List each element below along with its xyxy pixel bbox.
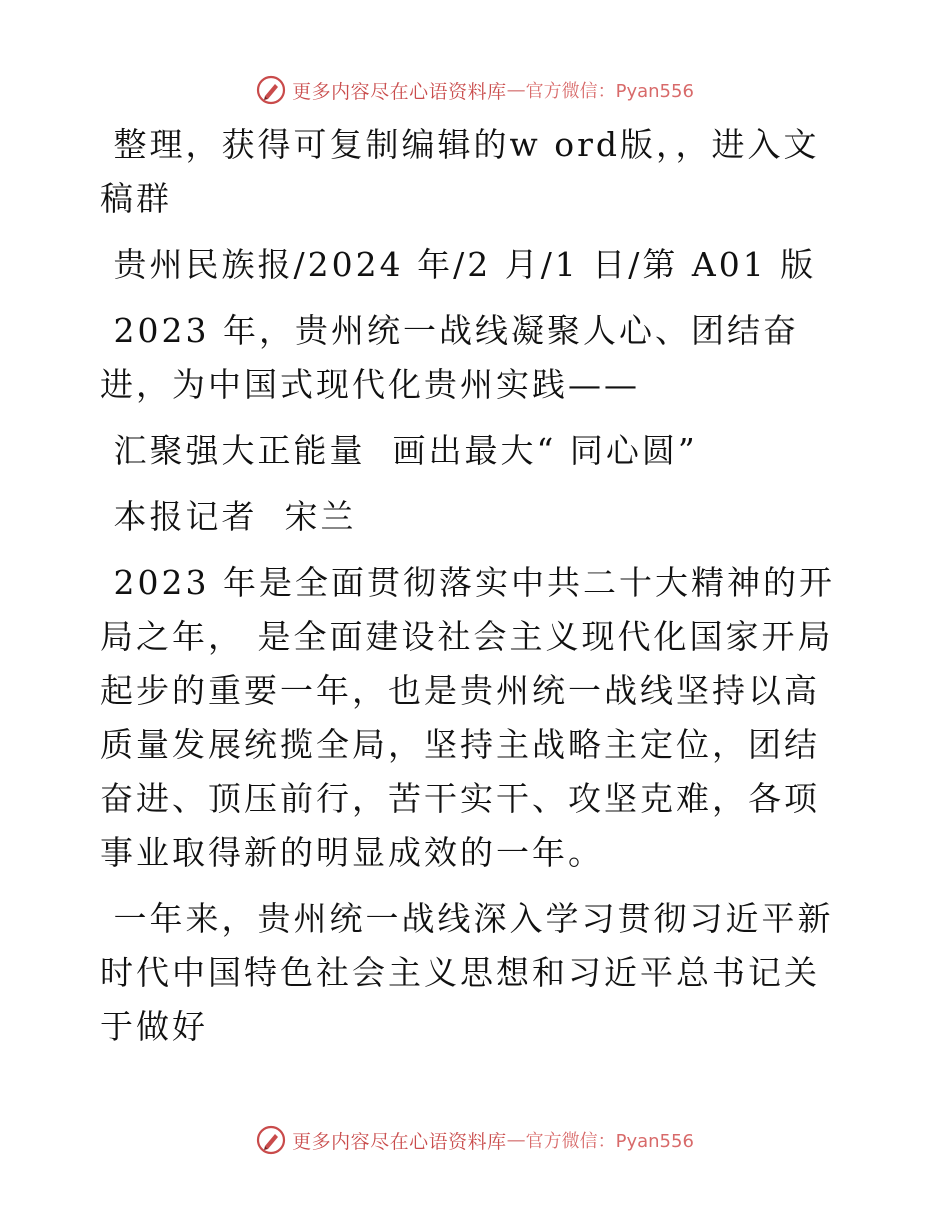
watermark-text: 更多内容尽在心语资料库 (292, 1130, 507, 1153)
body-paragraph: 一年来，贵州统一战线深入学习贯彻习近平新时代中国特色社会主义思想和习近平总书记关于做好 (100, 899, 834, 1046)
document-body (100, 118, 850, 1066)
watermark-text: 更多内容尽在心语资料库 (292, 80, 507, 103)
source-line: 贵州民族报/2024 年/2 月/1 日/第 A01 版 (100, 245, 817, 284)
watermark-banner-bottom (0, 1120, 950, 1160)
pen-logo-icon (256, 75, 286, 105)
pen-logo-icon (256, 1125, 286, 1155)
watermark-wechat: 官方微信：Pyan556 (525, 1131, 694, 1152)
byline: 本报记者 宋兰 (100, 497, 357, 536)
watermark-separator: — (506, 79, 526, 101)
watermark-wechat: 官方微信：Pyan556 (525, 81, 694, 102)
headline-title: 汇聚强大正能量 画出最大“ 同心圆” (100, 431, 698, 470)
headline-intro: 2023 年，贵州统一战线凝聚人心、团结奋进，为中国式现代化贵州实践—— (100, 311, 799, 404)
watermark-separator: — (506, 1129, 526, 1151)
note-paragraph: 整理，获得可复制编辑的w ord版，，进入文稿群 (100, 125, 820, 218)
watermark-banner-top (0, 70, 950, 110)
body-paragraph: 2023 年是全面贯彻落实中共二十大精神的开局之年， 是全面建设社会主义现代化国家开局起步的重要一年，也是贵州统一战线坚持以高质量发展统揽全局，坚持主战略主定位，团结奋进、顶压前行，苦干实干、攻坚克难，各项事业取得新的明显成效的一年。 (100, 563, 835, 872)
